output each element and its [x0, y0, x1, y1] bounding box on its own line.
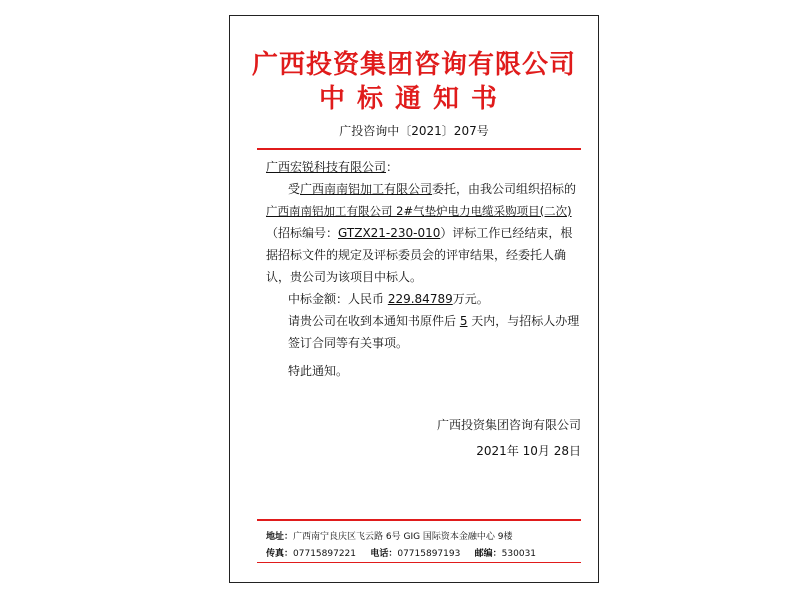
paragraph-1-cont [266, 222, 584, 288]
address-value: 广西南宁良庆区飞云路 6号 GIG 国际资本金融中心 9楼 [293, 532, 513, 542]
postcode-value: 530031 [501, 549, 537, 559]
document-title: 中标通知书 [318, 84, 509, 114]
recipient-suffix: ： [386, 160, 399, 174]
footer-rule-bottom [257, 562, 581, 563]
amount-value: 229.84789 [387, 292, 453, 306]
tender-number: GTZX21-230-010 [338, 226, 441, 240]
paragraph-3 [266, 310, 584, 354]
fax-label: 传真： [266, 549, 294, 559]
header-rule [257, 148, 581, 150]
address-label: 地址： [266, 532, 294, 542]
letter-body [266, 156, 584, 382]
postcode-label: 邮编： [474, 549, 502, 559]
amount-suffix: 万元。 [452, 292, 489, 306]
p3-a: 请贵公司在收到本通知书原件后 [288, 314, 460, 328]
issuer-title: 广西投资集团咨询有限公司 [251, 50, 576, 80]
footer-rule-top [257, 519, 581, 521]
days-count: 5 [459, 314, 468, 328]
amount-line [266, 288, 584, 310]
phone-value: 07715897193 [397, 549, 461, 559]
signature-org: 广西投资集团咨询有限公司 [436, 418, 581, 432]
footer-address [266, 529, 513, 542]
client-name: 广西南南铝加工有限公司 [300, 182, 433, 196]
recipient: 广西宏锐科技有限公司 [266, 160, 387, 174]
p1-b: 委托，由我公司组织招标的 [432, 182, 577, 196]
recipient-line [266, 156, 584, 178]
p1-d: ）评标工作已经结束，根据招标文件的规定及评标委员会的评审结果，经委托人确认，贵公司为该项目中标人。 [266, 226, 573, 284]
phone-label: 电话： [370, 549, 398, 559]
signature-date: 2021年 10月 28日 [476, 444, 581, 458]
p3-b: 天内，与招标人办理签订合同等有关事项。 [288, 314, 580, 350]
closing-line: 特此通知。 [288, 364, 349, 378]
p1-c: （招标编号： [266, 226, 339, 240]
footer-contacts [266, 546, 536, 559]
amount-prefix: 中标金额：人民币 [288, 292, 388, 306]
fax-value: 07715897221 [293, 549, 357, 559]
paragraph-1 [266, 178, 584, 200]
project-name: 广西南南铝加工有限公司 2#气垫炉电力电缆采购项目(二次) [266, 204, 572, 218]
p1-a: 受 [288, 182, 301, 196]
document-number: 广投咨询中〔2021〕207号 [339, 124, 489, 138]
project-line [266, 200, 584, 222]
notice-document [229, 15, 599, 583]
